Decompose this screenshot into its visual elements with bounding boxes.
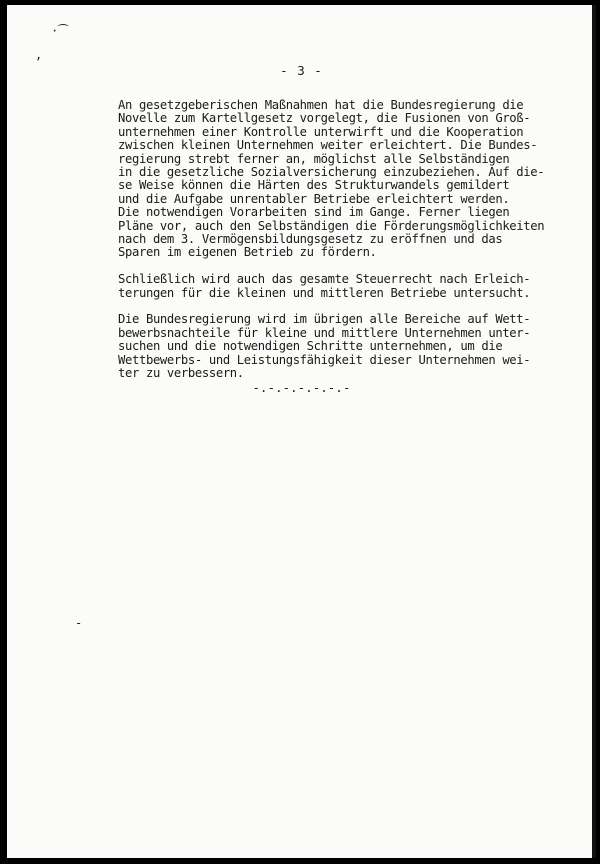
paragraph: An gesetzgeberischen Maßnahmen hat die Bundesregierung die Novelle zum Kartellgesetz vorgelegt, die Fusionen von Groß- unternehmen einer Kontrolle unterwirft und die Kooperation zwischen kleinen Unternehmen weiter erleichtert. Die Bundes- regierung strebt ferner an, möglichst alle Selbständigen in die gesetzliche Sozialversicherung einzubeziehen. Auf die- se Weise können die Härten des Strukturwandels gemildert und die Aufgabe unrentabler Betriebe erleichtert werden. Die notwendigen Vorarbeiten sind im Gange. Ferner liegen Pläne vor, auch den Selbständigen die Förderungsmöglichkeiten nach dem 3. Vermögensbildungsgesetz zu eröffnen und das Sparen im eigenen Betrieb zu fördern. — [118, 98, 545, 260]
paragraph: Die Bundesregierung wird im übrigen alle Bereiche auf Wett- bewerbsnachteile für kleine und mittlere Unternehmen unter- suchen und die notwendigen Schritte unternehmen, um die Wettbewerbs- und Leistungsfähigkeit dieser Unternehmen wei- ter zu verbessern. — [118, 312, 531, 381]
scan-speck: - — [75, 616, 83, 630]
document-page — [7, 5, 596, 858]
scan-border — [592, 5, 596, 858]
body-text — [118, 99, 578, 394]
paragraph: Schließlich wird auch das gesamte Steuerrecht nach Erleich- terungen für die kleinen und mittleren Betriebe untersucht. — [118, 272, 531, 300]
page-number: - 3 - — [280, 63, 323, 78]
scan-speck: ·⁀ — [51, 24, 68, 38]
scan-speck: , — [35, 48, 43, 62]
end-of-text-mark: -.-.-.-.-.-.- — [252, 381, 351, 395]
